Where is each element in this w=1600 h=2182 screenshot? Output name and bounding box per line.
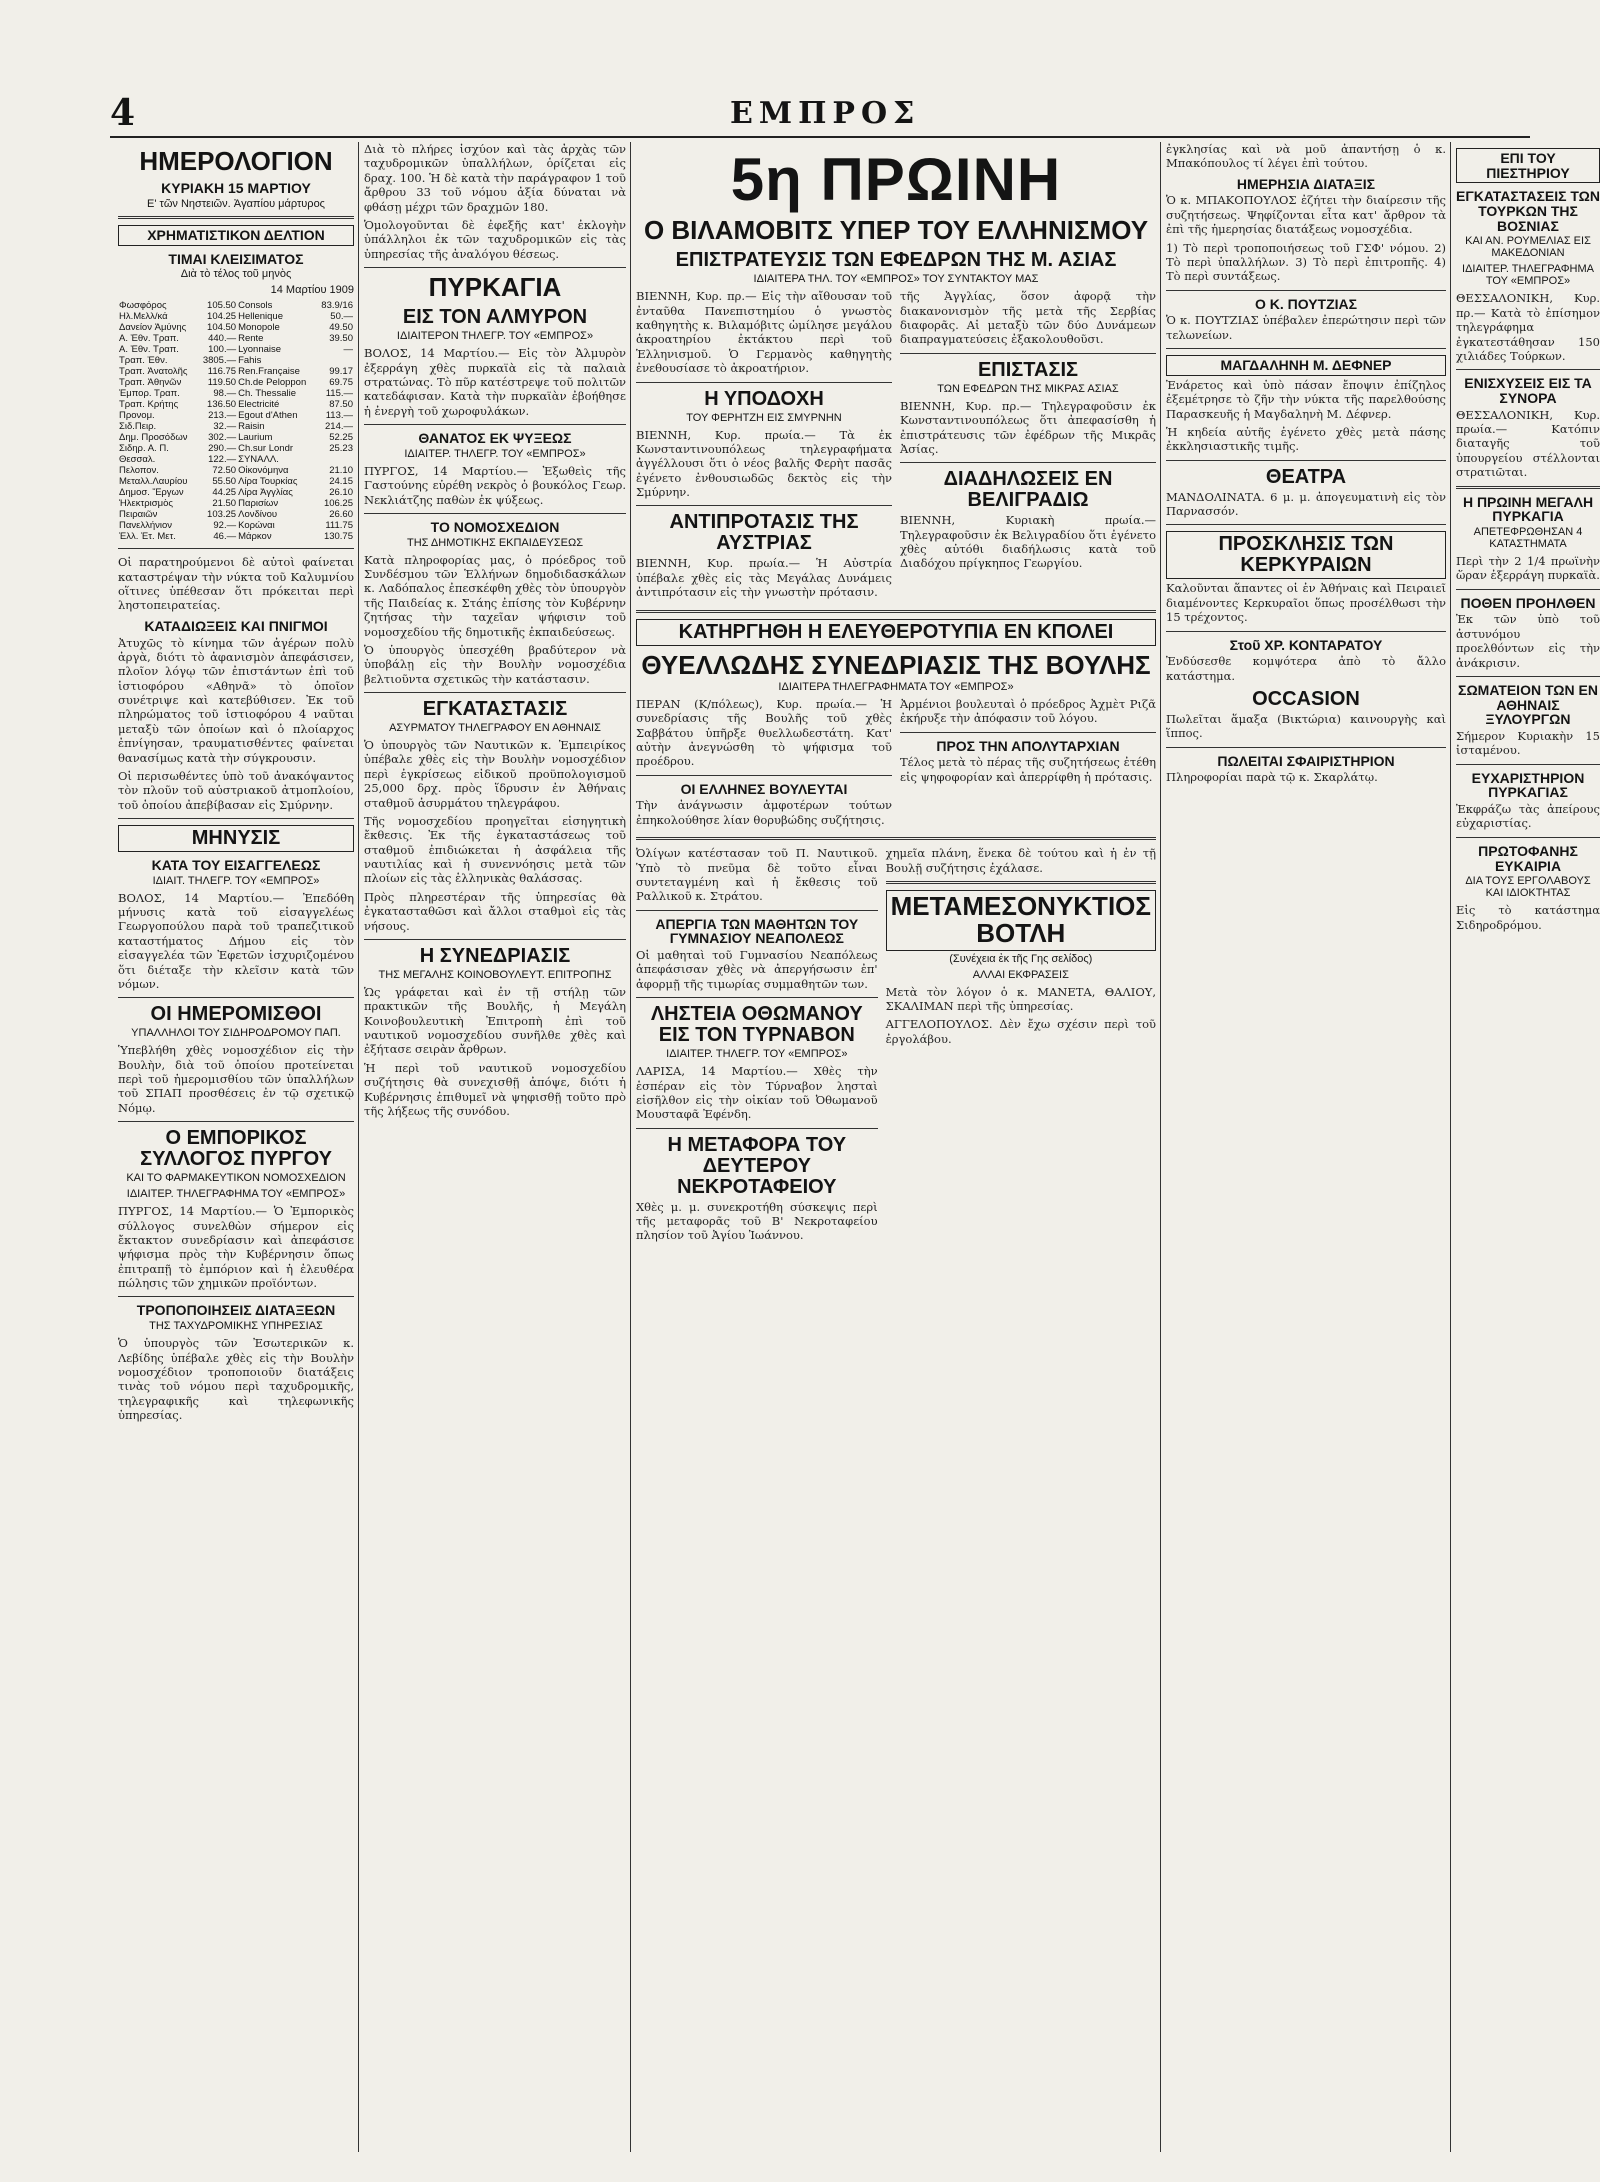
egkatastasis-sub: ΑΣΥΡΜΑΤΟΥ ΤΗΛΕΓΡΑΦΟΥ ΕΝ ΑΘΗΝΑΙΣ [389, 722, 601, 735]
market-cell: Κορώναι [238, 520, 275, 532]
pros-apolytarxian-heading: ΠΡΟΣ ΤΗΝ ΑΠΟΛΥΤΑΡΧΙΑΝ [936, 737, 1120, 754]
market-cell: Δημ. Προσόδων [119, 432, 188, 444]
market-cell: 50.— [330, 311, 353, 323]
minysis-heading-2: ΚΑΤΑ ΤΟΥ ΕΙΣΑΓΓΕΛΕΩΣ [151, 857, 321, 874]
market-cell: 105.50 [207, 300, 237, 312]
banner-heading: 5η ΠΡΩΙΝΗ [730, 146, 1062, 213]
metamesonyktios-sub: (Συνέχεια ἐκ τῆς Γης σελίδος) [949, 952, 1093, 965]
market-row [118, 487, 354, 498]
market-row [118, 322, 354, 333]
ypodoxi-heading: Η ΥΠΟΔΟΧΗ [704, 387, 824, 410]
market-table [118, 300, 354, 542]
market-cell: Egout d'Athen [238, 410, 298, 422]
market-cell: 24.15 [329, 476, 353, 488]
market-cell: 130.75 [323, 531, 353, 543]
market-cell: 26.10 [329, 487, 353, 499]
diadiloseis-heading: ΔΙΑΔΗΛΩΣΕΙΣ ΕΝ ΒΕΛΙΓΡΑΔΙΩ [943, 468, 1113, 512]
calendar-heading: ΗΜΕΡΟΛΟΓΙΟΝ [139, 146, 333, 176]
market-cell: Σιδηρ. Α. Π. [119, 443, 169, 455]
nomosxedion-heading: ΤΟ ΝΟΜΟΣΧΕΔΙΟΝ [430, 518, 560, 535]
market-cell: Σιδ.Πειρ. [119, 421, 157, 433]
market-cell: Ἠλεκτρισμὸς [119, 498, 173, 510]
market-cell: 21.50 [212, 498, 237, 510]
column-rule [1160, 142, 1161, 2152]
market-cell: 32.— [213, 421, 237, 433]
pyrkagia-heading: ΠΥΡΚΑΓΙΑ [428, 272, 562, 302]
market-cell: Ηλ.Μελλ/κά [119, 311, 168, 323]
tropopoiiseis-sub: ΤΗΣ ΤΑΧΥΔΡΟΜΙΚΗΣ ΥΠΗΡΕΣΙΑΣ [149, 1320, 323, 1333]
market-cell: Τραπ. Ἐθν. [119, 355, 168, 367]
egkatastaseis-heading: ΕΓΚΑΤΑΣΤΑΣΕΙΣ ΤΩΝ ΤΟΥΡΚΩΝ ΤΗΣ ΒΟΣΝΙΑΣ [1456, 188, 1600, 234]
synedriasis-sub: ΤΗΣ ΜΕΓΑΛΗΣ ΚΟΙΝΟΒΟΥΛΕΥΤ. ΕΠΙΤΡΟΠΗΣ [378, 968, 612, 981]
market-cell: 290.— [208, 443, 237, 455]
market-row [118, 432, 354, 443]
market-row [118, 399, 354, 410]
market-cell: 440.— [208, 333, 237, 345]
egkatastaseis-sub: ΚΑΙ ΑΝ. ΡΟΥΜΕΛΙΑΣ ΕΙΣ ΜΑΚΕΔΟΝΙΑΝ [1465, 235, 1591, 260]
market-row [118, 300, 354, 311]
market-cell: 98.— [213, 388, 237, 400]
market-cell: 113.— [325, 410, 353, 422]
enisxyseis-heading: ΕΝΙΣΧΥΣΕΙΣ ΕΙΣ ΤΑ ΣΥΝΟΡΑ [1464, 375, 1592, 406]
market-cell: Lyonnaise [238, 344, 282, 356]
minysis-heading: ΜΗΝΥΣΙΣ [118, 825, 354, 852]
market-row [118, 443, 354, 454]
market-cell: — [343, 344, 353, 356]
column-rule [358, 142, 359, 2152]
calendar-date: ΚΥΡΙΑΚΗ 15 ΜΑΡΤΙΟΥ [161, 180, 311, 197]
market-cell: Θεσσαλ. [119, 454, 156, 466]
epistrateuseis-sub: ΙΔΙΑΙΤΕΡΑ ΤΗΛ. ΤΟΥ «ΕΜΠΡΟΣ» ΤΟΥ ΣΥΝΤΑΚΤΟΥ ΜΑΣ [753, 273, 1039, 286]
market-cell: Δημοσ. Ἔργων [119, 487, 184, 499]
market-cell: 116.75 [207, 366, 237, 378]
market-cell: Ch.de Peloppon [238, 377, 307, 389]
market-cell: Δανείον Ἀμύνης [119, 322, 187, 334]
egkatastaseis-sub-2: ΙΔΙΑΙΤΕΡ. ΤΗΛΕΓΡΑΦΗΜΑ ΤΟΥ «ΕΜΠΡΟΣ» [1462, 263, 1594, 288]
market-cell: 92.— [213, 520, 237, 532]
market-cell: Ren.Française [238, 366, 300, 378]
market-cell: 72.50 [212, 465, 237, 477]
market-cell: Λονδίνου [238, 509, 278, 521]
market-cell: Πανελλήνιον [119, 520, 173, 532]
market-cell [316, 355, 354, 366]
market-cell: Laurium [238, 432, 273, 444]
market-date: 14 Μαρτίου 1909 [270, 284, 354, 297]
market-cell: 119.50 [207, 377, 237, 389]
market-row [118, 498, 354, 509]
market-cell: Ἑλλ. Ἐτ. Μετ. [119, 531, 176, 543]
newspaper-title: ΕΜΠΡΟΣ [730, 96, 921, 131]
page-number: 4 [110, 92, 136, 134]
ypodoxi-sub: ΤΟΥ ΦΕΡΗΤΖΗ ΕΙΣ ΣΜΥΡΝΗΝ [686, 411, 842, 424]
market-cell: Μεταλλ.Λαυρίου [119, 476, 188, 488]
market-cell: Raisin [238, 421, 265, 433]
market-cell: 214.— [325, 421, 353, 433]
vilamovitz-heading: Ο ΒΙΛΑΜΟΒΙΤΣ ΥΠΕΡ ΤΟΥ ΕΛΛΗΝΙΣΜΟΥ [643, 215, 1149, 245]
market-row [118, 366, 354, 377]
market-row [118, 311, 354, 322]
market-cell: Πειραιῶν [119, 509, 158, 521]
market-cell [316, 454, 354, 465]
minysis-sub: ΙΔΙΑΙΤ. ΤΗΛΕΓΡ. ΤΟΥ «ΕΜΠΡΟΣ» [152, 874, 320, 887]
market-cell: 83.9/16 [321, 300, 353, 312]
theatra-heading: ΘΕΑΤΡΑ [1265, 465, 1347, 488]
market-cell: Μάρκον [238, 531, 272, 543]
egkatastasis-heading: ΕΓΚΑΤΑΣΤΑΣΙΣ [422, 698, 568, 721]
market-heading: ΧΡΗΜΑΤΙΣΤΙΚΟΝ ΔΕΛΤΙΟΝ [118, 225, 354, 246]
pothen-heading: ΠΟΘΕΝ ΠΡΟΗΛΘΕΝ [1460, 594, 1596, 611]
market-cell: 122.— [208, 454, 237, 466]
piestiriou-heading: ΕΠΙ ΤΟΥ ΠΙΕΣΤΗΡΙΟΥ [1456, 148, 1600, 183]
market-cell: Προνομ. [119, 410, 155, 422]
thyellodis-sub: ΙΔΙΑΙΤΕΡΑ ΤΗΛΕΓΡΑΦΗΜΑΤΑ ΤΟΥ «ΕΜΠΡΟΣ» [778, 680, 1014, 693]
market-cell: 103.25 [207, 509, 237, 521]
market-cell: 49.50 [329, 322, 353, 334]
protini-heading: Η ΠΡΩΙΝΗ ΜΕΓΑΛΗ ΠΥΡΚΑΓΙΑ [1462, 493, 1594, 525]
pyrkagia-heading-2: ΕΙΣ ΤΟΝ ΑΛΜΥΡΟΝ [402, 306, 588, 329]
column-3: 5η ΠΡΩΙΝΗ Ο ΒΙΛΑΜΟΒΙΤΣ ΥΠΕΡ ΤΟΥ ΕΛΛΗΝΙΣΜΟΥ ΕΠΙΣΤΡΑΤΕΥΣΙΣ ΤΩΝ ΕΦΕΔΡΩΝ ΤΗΣ Μ. ΑΣΙΑΣ ΙΔΙΑΙΤΕΡΑ ΤΗΛ. ΤΟΥ «ΕΜΠΡΟΣ» ΤΟΥ ΣΥΝΤΑΚΤΟΥ ΜΑΣ ΒΙΕΝΝΗ, Κυρ. πρ.— Εἰς τὴν αἴθουσαν τοῦ ἐνταῦθα Πανεπιστημίου ὁ γνωστὸς καθηγητὴς κ. Βιλαμόβιτς ὡμίλησε μεγάλου ἀκροατηρίου ἐκτάκτου περὶ τοῦ Ἑλληνισμοῦ. Ὁ Γερμανὸς καθηγητὴς ἐνεθουσίασε τὸ ἀκροατήριον. Η ΥΠΟΔΟΧΗ ΤΟΥ ΦΕΡΗΤΖΗ ΕΙΣ ΣΜΥΡΝΗΝ ΒΙΕΝΝΗ, Κυρ. πρωία.— Τὰ ἐκ Κωνσταντινουπόλεως τηλεγραφήματα ἀγγέλλουσι ὅτι ὁ νέος βαλῆς Φερὴτ πασᾶς ἐγένετο ἐνθουσιωδῶς δεκτὸς εἰς τὴν Σμύρνην. ΑΝΤΙΠΡΟΤΑΣΙΣ ΤΗΣ ΑΥΣΤΡΙΑΣ ΒΙΕΝΝΗ, Κυρ. πρωία.— Ἡ Αὐστρία ὑπέβαλε χθὲς εἰς τὰς Μεγάλας Δυνάμεις ἀντιπρότασιν εἰς τὴν γνωστὴν πρότασιν. τῆς Ἀγγλίας, ὅσον ἀφορᾷ τὴν διακανονισμὸν τῆς μετὰ τῆς Σερβίας διαφορᾶς. Αἱ μεταξὺ τῶν δύο Δυνάμεων διαπραγματεύσεις ἐξακολουθοῦσι. ΕΠΙΣΤΑΣΙΣ ΤΩΝ ΕΦΕΔΡΩΝ ΤΗΣ ΜΙΚΡΑΣ ΑΣΙΑΣ ΒΙΕΝΝΗ, Κυρ. πρ.— Τηλεγραφοῦσιν ἐκ Κωνσταντινουπόλεως ὅτι ἀπεφασίσθη ἡ ἐπιστράτευσις τῶν ἐφέδρων τῆς Μικρᾶς Ἀσίας. ΔΙΑΔΗΛΩΣΕΙΣ ΕΝ ΒΕΛΙΓΡΑΔΙΩ ΒΙΕΝΝΗ, Κυριακὴ πρωία.— Τηλεγραφοῦσιν ἐκ Βελιγραδίου ὅτι ἐγένετο χθὲς αὐτόθι διαδήλωσις κατὰ τοῦ Διαδόχου πρίγκηπος Γεωργίου. ΚΑΤΗΡΓΗΘΗ Η ΕΛΕΥΘΕΡΟΤΥΠΙΑ ΕΝ ΚΠΟΛΕΙ ΘΥΕΛΛΩΔΗΣ ΣΥΝΕΔΡΙΑΣΙΣ ΤΗΣ ΒΟΥΛΗΣ ΙΔΙΑΙΤΕΡΑ ΤΗΛΕΓΡΑΦΗΜΑΤΑ ΤΟΥ «ΕΜΠΡΟΣ» ΠΕΡΑΝ (Κ/πόλεως), Κυρ. πρωία.— Ἡ συνεδρίασις τῆς Βουλῆς τοῦ χθὲς Σαββάτου ὑπῆρξε θυελλωδεστάτη. Κατ' αὐτὴν ἀνεγνώσθη τὸ ψήφισμα τοῦ προέδρου. ΟΙ ΕΛΛΗΝΕΣ ΒΟΥΛΕΥΤΑΙ Τὴν ἀνάγνωσιν ἀμφοτέρων τούτων ἐπηκολούθησε λίαν θορυβώδης συζήτησις. Ἀρμένιοι βουλευταὶ ὁ πρόεδρος Ἀχμὲτ Ριζᾶ ἐκήρυξε τὴν ἀπόφασιν τοῦ λόγου. ΠΡΟΣ ΤΗΝ ΑΠΟΛΥΤΑΡΧΙΑΝ Τέλος μετὰ τὸ πέρας τῆς συζητήσεως ἐτέθη εἰς ψηφοφορίαν καὶ ἀπερρίφθη ἡ πρότασις. Ὀλίγων κατέστασαν τοῦ Π. Ναυτικοῦ. Ὑπὸ τὸ πνεῦμα δὲ τοῦτο εἶναι συντεταγμένη καὶ ἡ ἔκθεσις τοῦ Ραλλικοῦ κ. Στράτου. ΑΠΕΡΓΙΑ ΤΩΝ ΜΑΘΗΤΩΝ ΤΟΥ ΓΥΜΝΑΣΙΟΥ ΝΕΑΠΟΛΕΩΣ Οἱ μαθηταὶ τοῦ Γυμνασίου Νεαπόλεως ἀπεφάσισαν χθὲς νὰ ἀπεργήσωσιν ἐπ' ἀφορμῇ τῆς τιμωρίας συμμαθητῶν των. ΛΗΣΤΕΙΑ ΟΘΩΜΑΝΟΥ ΕΙΣ ΤΟΝ ΤΥΡΝΑΒΟΝ ΙΔΙΑΙΤΕΡ. ΤΗΛΕΓΡ. ΤΟΥ «ΕΜΠΡΟΣ» ΛΑΡΙΣΑ, 14 Μαρτίου.— Χθὲς τὴν ἑσπέραν εἰς τὸν Τύρναβον λησταὶ εἰσῆλθον εἰς τὴν οἰκίαν τοῦ Ὀθωμανοῦ Μουσταφᾶ Ἐφένδη. Η ΜΕΤΑΦΟΡΑ ΤΟΥ ΔΕΥΤΕΡΟΥ ΝΕΚΡΟΤΑΦΕΙΟΥ Χθὲς μ. μ. συνεκροτήθη σύσκεψις περὶ τῆς μεταφορᾶς τοῦ Β' Νεκροταφείου πλησίον τοῦ Ἀγίου Ἰωάννου. χημεῖα πλάνη, ἕνεκα δὲ τούτου καὶ ἡ ἐν τῇ Βουλῇ συζήτησις ἐχάλασε. ΜΕΤΑΜΕΣΟΝΥΚΤΙΟΣ ΒΟΤΛΗ (Συνέχεια ἐκ τῆς Γης σελίδος) ΑΛΛΑΙ ΕΚΦΡΑΣΕΙΣ Μετὰ τὸν λόγον ὁ κ. ΜΑΝΕΤΑ, ΘΑΛΙΟΥ, ΣΚΑΛΙΜΑΝ περὶ τῆς ὑπηρεσίας. ΑΓΓΕΛΟΠΟΥΛΟΣ. Δὲν ἔχω σχέσιν περὶ τοῦ ἐργολάβου. [636, 146, 1156, 1243]
metamesonyktios-heading: ΜΕΤΑΜΕΣΟΝΥΚΤΙΟΣ ΒΟΤΛΗ [886, 890, 1156, 951]
apergia-heading: ΑΠΕΡΓΙΑ ΤΩΝ ΜΑΘΗΤΩΝ ΤΟΥ ΓΥΜΝΑΣΙΟΥ ΝΕΑΠΟΛΕΩΣ [655, 915, 859, 947]
market-cell: Οἰκονόμηνα [238, 465, 289, 477]
market-cell: Electricité [238, 399, 280, 411]
market-cell: 52.25 [329, 432, 353, 444]
market-cell: 100.— [208, 344, 237, 356]
market-cell: 87.50 [329, 399, 353, 411]
market-cell: 213.— [208, 410, 237, 422]
epistrateuseis-heading: ΕΠΙΣΤΡΑΤΕΥΣΙΣ ΤΩΝ ΕΦΕΔΡΩΝ ΤΗΣ Μ. ΑΣΙΑΣ [675, 249, 1117, 272]
market-cell: Α. Ἐθν. Τραπ. [119, 333, 179, 345]
katargithi-heading: ΚΑΤΗΡΓΗΘΗ Η ΕΛΕΥΘΕΡΟΤΥΠΙΑ ΕΝ ΚΠΟΛΕΙ [636, 619, 1156, 646]
listeia-sub: ΙΔΙΑΙΤΕΡ. ΤΗΛΕΓΡ. ΤΟΥ «ΕΜΠΡΟΣ» [666, 1048, 848, 1061]
market-row [118, 465, 354, 476]
metamesonyktios-sub-2: ΑΛΛΑΙ ΕΚΦΡΑΣΕΙΣ [972, 968, 1069, 981]
syllogos-heading: Ο ΕΜΠΟΡΙΚΟΣ ΣΥΛΛΟΓΟΣ ΠΥΡΓΟΥ [140, 1127, 332, 1171]
column-2: Διὰ τὸ πλήρες ἰσχύον καὶ τὰς ἀρχὰς τῶν ταχυδρομικῶν ὑπαλλήλων, ὁρίζεται εἰς δραχ. 100. Ἡ δὲ κατὰ τὴν παράγραφον 1 τοῦ ἄρθρου 33 τοῦ νόμου ἀξία δύναται νὰ φθάσῃ μέχρι τῶν δραχμῶν 180. Ὁμολογοῦνται δὲ ἐφεξῆς κατ' ἐκλογὴν ὑπάλληλοι ἐκ τῶν ταχυδρομικῶν εἰς τὰς ὑπηρεσίας τῆς ἀναλόγου θέσεως. ΠΥΡΚΑΓΙΑ ΕΙΣ ΤΟΝ ΑΛΜΥΡΟΝ ΙΔΙΑΙΤΕΡΟΝ ΤΗΛΕΓΡ. ΤΟΥ «ΕΜΠΡΟΣ» ΒΟΛΟΣ, 14 Μαρτίου.— Εἰς τὸν Ἀλμυρὸν ἐξερράγη χθὲς πυρκαϊὰ εἰς τὰ παλαιὰ στρατώνας. Τὸ πῦρ κατέστρεψε τοῦ πολιτῶν κατεδάφισαν. Κατὰ τὴν πυρκαϊὰν ἐβοήθησε ἡ ἐνεργὴ τοῦ χωροφυλάκων. ΘΑΝΑΤΟΣ ΕΚ ΨΥΞΕΩΣ ΙΔΙΑΙΤΕΡ. ΤΗΛΕΓΡ. ΤΟΥ «ΕΜΠΡΟΣ» ΠΥΡΓΟΣ, 14 Μαρτίου.— Ἐξωθεὶς τῆς Γαστούνης εὑρέθη νεκρὸς ὁ βουκόλος Γεωρ. Νεκλιάτζης παθὼν ἐκ ψύξεως. ΤΟ ΝΟΜΟΣΧΕΔΙΟΝ ΤΗΣ ΔΗΜΟΤΙΚΗΣ ΕΚΠΑΙΔΕΥΣΕΩΣ Κατὰ πληροφορίας μας, ὁ πρόεδρος τοῦ Συνδέσμου τῶν Ἑλλήνων δημοδιδασκάλων κ. Λαδόπαλος ἐπεσκέφθη χθὲς τὸν ὑπουργὸν τῆς Παιδείας κ. Στάης ἐπίσης τὸν Κυβέρνην ζητήσας τὴν ταχεῖαν ψήφισιν τοῦ νομοσχεδίου τῆς δημοτικῆς ἐκπαιδεύσεως. Ὁ ὑπουργὸς ὑπεσχέθη βραδύτερον νὰ ὑποβάλῃ εἰς τὴν Βουλὴν νομοσχέδια βελτιοῦντα σχετικῶς τὴν κατάστασιν. ΕΓΚΑΤΑΣΤΑΣΙΣ ΑΣΥΡΜΑΤΟΥ ΤΗΛΕΓΡΑΦΟΥ ΕΝ ΑΘΗΝΑΙΣ Ὁ ὑπουργὸς τῶν Ναυτικῶν κ. Ἐμπειρίκος ὑπέβαλε χθὲς εἰς τὴν Βουλὴν νομοσχέδιον περὶ ἐγκρίσεως εἰδικοῦ προϋπολογισμοῦ 25,000 δρχ. πρὸς ἵδρυσιν ἐν Ἀθήναις σταθμοῦ ἀσυρμάτου τηλεγράφου. Τῆς νομοσχεδίου προηγεῖται εἰσηγητικὴ ἔκθεσις. Ἐκ τῆς ἐγκαταστάσεως τοῦ σταθμοῦ ἐπιδιώκεται ἡ ἀσφάλεια τῆς ναυτιλίας καὶ ἡ συνεννόησις μετὰ τῶν πλοίων εἰς τὰς ἑλληνικὰς θαλάσσας. Πρὸς πληρεστέραν τῆς ὑπηρεσίας θὰ ἐγκατασταθῶσι καὶ ἄλλοι σταθμοὶ εἰς τὰς νήσους. Η ΣΥΝΕΔΡΙΑΣΙΣ ΤΗΣ ΜΕΓΑΛΗΣ ΚΟΙΝΟΒΟΥΛΕΥΤ. ΕΠΙΤΡΟΠΗΣ Ὡς γράφεται καὶ ἐν τῇ στήλῃ τῶν πρακτικῶν τῆς Βουλῆς, ἡ Μεγάλη Κοινοβουλευτικὴ Ἐπιτροπὴ ἐπὶ τοῦ ναυτικοῦ νομοσχεδίου συνῆλθε χθὲς καὶ ἐξήτασε σειρὰν ἄρθρων. Ἡ περὶ τοῦ ναυτικοῦ νομοσχεδίου συζήτησις θὰ συνεχισθῇ ἀπόψε, διότι ἡ Κυβέρνησις ἐπιθυμεῖ νὰ ψηφισθῇ τοῦτο πρὸ τῆς λήξεως τῆς συνόδου. [364, 142, 626, 1118]
synedriasis-heading: Η ΣΥΝΕΔΡΙΑΣΙΣ [419, 944, 571, 967]
metafora-heading: Η ΜΕΤΑΦΟΡΑ ΤΟΥ ΔΕΥΤΕΡΟΥ ΝΕΚΡΟΤΑΦΕΙΟΥ [667, 1133, 847, 1198]
market-cell: 136.50 [207, 399, 237, 411]
listeia-heading: ΛΗΣΤΕΙΑ ΟΘΩΜΑΝΟΥ ΕΙΣ ΤΟΝ ΤΥΡΝΑΒΟΝ [650, 1003, 863, 1047]
market-row [118, 410, 354, 421]
imerisia-heading: ΗΜΕΡΗΣΙΑ ΔΙΑΤΑΞΙΣ [1236, 175, 1376, 192]
somateion-heading: ΣΩΜΑΤΕΙΟΝ ΤΩΝ ΕΝ ΑΘΗΝΑΙΣ ΞΥΛΟΥΡΓΩΝ [1458, 681, 1598, 728]
syllogos-sub: ΚΑΙ ΤΟ ΦΑΡΜΑΚΕΥΤΙΚΟΝ ΝΟΜΟΣΧΕΔΙΟΝ [126, 1172, 346, 1185]
market-cell: 25.23 [329, 443, 353, 455]
market-row [118, 344, 354, 355]
market-row [118, 531, 354, 542]
masthead [110, 92, 1530, 138]
market-cell: Ἐμπορ. Τραπ. [119, 388, 180, 400]
epistasis-sub: ΤΩΝ ΕΦΕΔΡΩΝ ΤΗΣ ΜΙΚΡΑΣ ΑΣΙΑΣ [937, 382, 1119, 395]
imeromisthoi-sub: ΥΠΑΛΛΗΛΟΙ ΤΟΥ ΣΙΔΗΡΟΔΡΟΜΟΥ ΠΑΠ. [131, 1027, 341, 1040]
column-4: ἐγκλησίας καὶ νὰ μοῦ ἀπαντήσῃ ὁ κ. Μπακόπουλος τί λέγει ἐπὶ τούτου. ΗΜΕΡΗΣΙΑ ΔΙΑΤΑΞΙΣ Ὁ κ. ΜΠΑΚΟΠΟΥΛΟΣ ἐζήτει τὴν διαίρεσιν τῆς συζητήσεως. Ψηφίζονται εἶτα κατ' ἄρθρον τὰ ἐπὶ τῆς ἡμερησίας διατάξεως νομοσχέδια. 1) Τὸ περὶ τροποποιήσεως τοῦ ΓΣΦ' νόμου. 2) Τὸ περὶ ὑπαλλήλων. 3) Τὸ περὶ ἐπιτροπῆς. 4) Τὸ περὶ συντάξεως. Ο Κ. ΠΟΥΤΖΙΑΣ Ὁ κ. ΠΟΥΤΖΙΑΣ ὑπέβαλεν ἐπερώτησιν περὶ τῶν τελωνείων. ΜΑΓΔΑΛΗΝΗ Μ. ΔΕΦΝΕΡ Ἐνάρετος καὶ ὑπὸ πάσαν ἔποψιν ἐπίζηλος ἐξεμέτρησε τὸ ζῆν τὴν νύκτα τῆς παρελθούσης Παρασκευῆς ἡ Μαγδαληνὴ Μ. Δέφνερ. Ἡ κηδεία αὐτῆς ἐγένετο χθὲς μετὰ πάσης ἐκκλησιαστικῆς τιμῆς. ΘΕΑΤΡΑ ΜΑΝΔΟΛΙΝΑΤΑ. 6 μ. μ. ἀπογευματινὴ εἰς τὸν Παρνασσόν. ΠΡΟΣΚΛΗΣΙΣ ΤΩΝ ΚΕΡΚΥΡΑΙΩΝ Καλοῦνται ἅπαντες οἱ ἐν Ἀθήναις καὶ Πειραιεῖ διαμένοντες Κερκυραῖοι ὅπως προσέλθωσι τὴν 15 τρέχοντος. Στοῦ ΧΡ. ΚΟΝΤΑΡΑΤΟΥ Ἐνδύσεσθε κομψότερα ἀπὸ τὸ ἄλλο κατάστημα. OCCASION Πωλεῖται ἅμαξα (Βικτώρια) καινουργὴς καὶ ἵππος. ΠΩΛΕΙΤΑΙ ΣΦΑΙΡΙΣΤΗΡΙΟΝ Πληροφορίαι παρὰ τῷ κ. Σκαρλάτῳ. [1166, 142, 1446, 785]
market-row [118, 377, 354, 388]
calendar-saint: Ε' τῶν Νηστειῶν. Ἀγαπίου μάρτυρος [147, 197, 325, 210]
occasion-heading: OCCASION [1252, 688, 1360, 710]
market-cell: 44.25 [212, 487, 237, 499]
market-cell: Monopole [238, 322, 280, 334]
efxaristirion-heading: ΕΥΧΑΡΙΣΤΗΡΙΟΝ ΠΥΡΚΑΓΙΑΣ [1471, 769, 1585, 801]
column-1: ΗΜΕΡΟΛΟΓΙΟΝ ΚΥΡΙΑΚΗ 15 ΜΑΡΤΙΟΥ Ε' τῶν Νηστειῶν. Ἀγαπίου μάρτυρος ΧΡΗΜΑΤΙΣΤΙΚΟΝ ΔΕΛΤΙΟΝ ΤΙΜΑΙ ΚΛΕΙΣΙΜΑΤΟΣ Διὰ τὸ τέλος τοῦ μηνὸς 14 Μαρτίου 1909 Φωσφόρος 105.50 Consols 83.9/16 Ηλ.Μελλ/κά 104.25 Hellenique 50.— Δανείον Ἀμύνης 104.50 Monopole 49.50 Α. Ἐθν. Τραπ. 440.— Rente 39.50 Α. Ἐθν. Τραπ. 100.— Lyonnaise — Τραπ. Ἐθν. 3805.— Fahis Τραπ. Ἀνατολῆς 116.75 Ren.Française 99.17 Τραπ. Ἀθηνῶν 119.50 Ch.de Peloppon 69.75 Ἐμπορ. Τραπ. 98.— Ch. Thessalie 115.— Τραπ. Κρήτης 136.50 Electricité 87.50 Προνομ. 213.— Egout d'Athen 113.— Σιδ.Πειρ. 32.— Raisin 214.— Δημ. Προσόδων 302.— Laurium 52.25 Σιδηρ. Α. Π. 290.— Ch.sur Londr 25.23 Θεσσαλ. 122.— ΣΥΝΑΛΛ. Πελοπον. 72.50 Οἰκονόμηνα 21.10 Μεταλλ.Λαυρίου 55.50 Λίρα Τουρκίας 24.15 Δημοσ. Ἔργων 44.25 Λίρα Ἀγγλίας 26.10 Ἠλεκτρισμὸς 21.50 Παρισίων 106.25 Πειραιῶν 103.25 Λονδίνου 26.60 Πανελλήνιον 92.— Κορώναι 111.75 Ἑλλ. Ἐτ. Μετ. 46.— Μάρκον 130.75 Οἱ παρατηρούμενοι δὲ αὐτοὶ φαίνεται καταστρέψαν τὴν νύκτα τοῦ Καλυμνίου οἵτινες ὑπέθεσαν ὅτι πρόκειται περὶ ληστοπειρατείας. ΚΑΤΑΔΙΩΞΕΙΣ ΚΑΙ ΠΝΙΓΜΟΙ Ἀτυχῶς τὸ κίνημα τῶν ἀγέρων πολὺ ἀργὰ, διότι τὸ ἀφανισμὸν ἀπεφάσισεν, πλοῖον λόγῳ τῶν ἐπιστάντων ἐπὶ τοῦ ἱστιοφόρου «Αθηνᾶ» τὸ ὁποῖον συνέτριψε καὶ κατεβύθισεν. Ἐκ τοῦ πληρώματος τοῦ ἱστιοφόρου 4 ναῦται μεταξὺ τῶν ὁποίων καὶ ὁ πλοίαρχος ἐπνίγησαν, τραυματισθέντες φαίνεται θανασίμως κατὰ τὴν σύγκρουσιν. Οἱ περισωθέντες ὑπὸ τοῦ ἀνακόψαντος τὸν πλοῦν τοῦ αὐστριακοῦ ἀτμοπλοίου, τοῦ ὁποίου ἀπεβίβασαν εἰς Σμύρνην. ΜΗΝΥΣΙΣ ΚΑΤΑ ΤΟΥ ΕΙΣΑΓΓΕΛΕΩΣ ΙΔΙΑΙΤ. ΤΗΛΕΓΡ. ΤΟΥ «ΕΜΠΡΟΣ» ΒΟΛΟΣ, 14 Μαρτίου.— Ἐπεδόθη μήνυσις κατὰ τοῦ εἰσαγγελέως Γεωργοπούλου παρὰ τοῦ τραπεζιτικοῦ καταστήματος Δήμου εἰς τὸν εἰσαγγελέα τῶν Ἐφετῶν ἰσχυριζομένου ὅτι διέταξε τὴν κλεῖσιν κατὰ τῶν νόμων. ΟΙ ΗΜΕΡΟΜΙΣΘΟΙ ΥΠΑΛΛΗΛΟΙ ΤΟΥ ΣΙΔΗΡΟΔΡΟΜΟΥ ΠΑΠ. Ὑπεβλήθη χθὲς νομοσχέδιον εἰς τὴν Βουλὴν, διὰ τοῦ ὁποίου προτείνεται περὶ τοῦ ἡμερομισθίου τῶν ὑπαλλήλων τοῦ ΣΠΑΠ προσθέσεις ἐν τῷ σχετικῷ Νόμῳ. Ο ΕΜΠΟΡΙΚΟΣ ΣΥΛΛΟΓΟΣ ΠΥΡΓΟΥ ΚΑΙ ΤΟ ΦΑΡΜΑΚΕΥΤΙΚΟΝ ΝΟΜΟΣΧΕΔΙΟΝ ΙΔΙΑΙΤΕΡ. ΤΗΛΕΓΡΑΦΗΜΑ ΤΟΥ «ΕΜΠΡΟΣ» ΠΥΡΓΟΣ, 14 Μαρτίου.— Ὁ Ἐμπορικὸς σύλλογος συνελθὼν σήμερον εἰς ἔκτακτον συνεδρίασιν καὶ ἀπεφάσισε ψήφισμα πρὸς τὴν Κυβέρνησιν ὅπως ἐπιτραπῇ τὸ ἐμπόριον καὶ ἡ ἐλευθέρα πώλησις τῶν χημικῶν προϊόντων. ΤΡΟΠΟΠΟΙΗΣΕΙΣ ΔΙΑΤΑΞΕΩΝ ΤΗΣ ΤΑΧΥΔΡΟΜΙΚΗΣ ΥΠΗΡΕΣΙΑΣ Ὁ ὑπουργὸς τῶν Ἐσωτερικῶν κ. Λεβίδης ὑπέβαλε χθὲς εἰς τὴν Βουλὴν νομοσχέδιον τροποποιοῦν διατάξεις τινὰς τοῦ νόμου περὶ ταχυδρομικῆς, τηλεγραφικῆς καὶ τηλεφωνικῆς ὑπηρεσίας. [118, 146, 354, 1423]
thyellodis-heading: ΘΥΕΛΛΩΔΗΣ ΣΥΝΕΔΡΙΑΣΙΣ ΤΗΣ ΒΟΥΛΗΣ [641, 649, 1151, 680]
market-cell: Τραπ. Ἀθηνῶν [119, 377, 182, 389]
market-cell: Πελοπον. [119, 465, 159, 477]
thanatos-heading: ΘΑΝΑΤΟΣ ΕΚ ΨΥΞΕΩΣ [418, 430, 572, 447]
market-cell: Consols [238, 300, 273, 312]
market-cell: Λίρα Ἀγγλίας [238, 487, 293, 499]
kontaratou-heading: Στοῦ ΧΡ. ΚΟΝΤΑΡΑΤΟΥ [1229, 636, 1383, 653]
market-cell: Fahis [238, 355, 262, 367]
market-row [118, 388, 354, 399]
market-subheading: ΤΙΜΑΙ ΚΛΕΙΣΙΜΑΤΟΣ [168, 250, 304, 267]
nomosxedion-sub: ΤΗΣ ΔΗΜΟΤΙΚΗΣ ΕΚΠΑΙΔΕΥΣΕΩΣ [406, 536, 584, 549]
market-row [118, 355, 354, 366]
market-cell: 104.25 [207, 311, 237, 323]
column-5: ΕΠΙ ΤΟΥ ΠΙΕΣΤΗΡΙΟΥ ΕΓΚΑΤΑΣΤΑΣΕΙΣ ΤΩΝ ΤΟΥΡΚΩΝ ΤΗΣ ΒΟΣΝΙΑΣ ΚΑΙ ΑΝ. ΡΟΥΜΕΛΙΑΣ ΕΙΣ ΜΑΚΕΔΟΝΙΑΝ ΙΔΙΑΙΤΕΡ. ΤΗΛΕΓΡΑΦΗΜΑ ΤΟΥ «ΕΜΠΡΟΣ» ΘΕΣΣΑΛΟΝΙΚΗ, Κυρ. πρ.— Κατὰ τὸ ἐπίσημον τηλεγράφημα ἐγκατεστάθησαν 150 χιλιάδες Τούρκων. ΕΝΙΣΧΥΣΕΙΣ ΕΙΣ ΤΑ ΣΥΝΟΡΑ ΘΕΣΣΑΛΟΝΙΚΗ, Κυρ. πρωία.— Κατόπιν διαταγῆς τοῦ ὑπουργείου στέλλονται στρατιῶται. Η ΠΡΩΙΝΗ ΜΕΓΑΛΗ ΠΥΡΚΑΓΙΑ ΑΠΕΤΕΦΡΩΘΗΣΑΝ 4 ΚΑΤΑΣΤΗΜΑΤΑ Περὶ τὴν 2 1/4 πρωϊνὴν ὥραν ἐξερράγη πυρκαϊὰ. ΠΟΘΕΝ ΠΡΟΗΛΘΕΝ Ἐκ τῶν ὑπὸ τοῦ ἀστυνόμου προελθόντων εἰς τὴν ἀνάκρισιν. ΣΩΜΑΤΕΙΟΝ ΤΩΝ ΕΝ ΑΘΗΝΑΙΣ ΞΥΛΟΥΡΓΩΝ Σήμερον Κυριακὴν 15 ἰσταμένου. ΕΥΧΑΡΙΣΤΗΡΙΟΝ ΠΥΡΚΑΓΙΑΣ Ἐκφράζω τὰς ἀπείρους εὐχαριστίας. ΠΡΩΤΟΦΑΝΗΣ ΕΥΚΑΙΡΙΑ ΔΙΑ ΤΟΥΣ ΕΡΓΟΛΑΒΟΥΣ ΚΑΙ ΙΔΙΟΚΤΗΤΑΣ Εἰς τὸ κατάστημα Σιδηροδρόμου. [1456, 150, 1600, 932]
market-row [118, 333, 354, 344]
tropopoiiseis-heading: ΤΡΟΠΟΠΟΙΗΣΕΙΣ ΔΙΑΤΑΞΕΩΝ [136, 1302, 336, 1319]
market-cell: Hellenique [238, 311, 283, 323]
market-cell: 46.— [213, 531, 237, 543]
market-cell: Παρισίων [238, 498, 279, 510]
market-cell: 115.— [325, 388, 353, 400]
market-cell: Ch.sur Londr [238, 443, 294, 455]
protofanis-heading: ΠΡΩΤΟΦΑΝΗΣ ΕΥΚΑΙΡΙΑ [1478, 842, 1578, 874]
market-cell: Λίρα Τουρκίας [238, 476, 298, 488]
epistasis-heading: ΕΠΙΣΤΑΣΙΣ [977, 358, 1079, 381]
thanatos-sub: ΙΔΙΑΙΤΕΡ. ΤΗΛΕΓΡ. ΤΟΥ «ΕΜΠΡΟΣ» [404, 447, 586, 460]
market-row [118, 520, 354, 531]
market-cell: 104.50 [207, 322, 237, 334]
market-cell: Α. Ἐθν. Τραπ. [119, 344, 179, 356]
market-cell: 55.50 [212, 476, 237, 488]
protofanis-sub: ΔΙΑ ΤΟΥΣ ΕΡΓΟΛΑΒΟΥΣ ΚΑΙ ΙΔΙΟΚΤΗΤΑΣ [1465, 875, 1591, 900]
market-cell: Rente [238, 333, 264, 345]
protini-sub: ΑΠΕΤΕΦΡΩΘΗΣΑΝ 4 ΚΑΤΑΣΤΗΜΑΤΑ [1473, 525, 1583, 550]
market-cell: 111.75 [325, 520, 353, 532]
market-note: Διὰ τὸ τέλος τοῦ μηνὸς [180, 268, 292, 281]
market-cell: 21.10 [329, 465, 353, 477]
market-cell: 26.60 [329, 509, 353, 521]
syllogos-sub-2: ΙΔΙΑΙΤΕΡ. ΤΗΛΕΓΡΑΦΗΜΑ ΤΟΥ «ΕΜΠΡΟΣ» [126, 1188, 346, 1201]
poutzias-heading: Ο Κ. ΠΟΥΤΖΙΑΣ [1254, 295, 1358, 312]
column-rule [630, 142, 631, 2152]
prosklisis-heading: ΠΡΟΣΚΛΗΣΙΣ ΤΩΝ ΚΕΡΚΥΡΑΙΩΝ [1166, 531, 1446, 579]
imeromisthoi-heading: ΟΙ ΗΜΕΡΟΜΙΣΘΟΙ [150, 1003, 322, 1026]
market-row [118, 509, 354, 520]
market-cell: Φωσφόρος [119, 300, 167, 312]
market-cell: 3805.— [202, 355, 237, 367]
market-cell: Τραπ. Ἀνατολῆς [119, 366, 188, 378]
market-cell: Τραπ. Κρήτης [119, 399, 179, 411]
market-cell: 302.— [208, 432, 237, 444]
market-cell: ΣΥΝΑΛΛ. [238, 454, 279, 466]
market-cell: 69.75 [329, 377, 353, 389]
ellines-heading: ΟΙ ΕΛΛΗΝΕΣ ΒΟΥΛΕΥΤΑΙ [680, 780, 848, 797]
antiprotasis-heading: ΑΝΤΙΠΡΟΤΑΣΙΣ ΤΗΣ ΑΥΣΤΡΙΑΣ [669, 511, 859, 555]
market-row [118, 421, 354, 432]
poleitai-heading: ΠΩΛΕΙΤΑΙ ΣΦΑΙΡΙΣΤΗΡΙΟΝ [1217, 752, 1395, 769]
pyrkagia-sub: ΙΔΙΑΙΤΕΡΟΝ ΤΗΛΕΓΡ. ΤΟΥ «ΕΜΠΡΟΣ» [396, 330, 594, 343]
market-cell: 99.17 [329, 366, 353, 378]
katadioxeis-heading: ΚΑΤΑΔΙΩΞΕΙΣ ΚΑΙ ΠΝΙΓΜΟΙ [144, 617, 328, 634]
market-cell: 106.25 [323, 498, 353, 510]
market-row [118, 454, 354, 465]
market-cell: Ch. Thessalie [238, 388, 297, 400]
market-row [118, 476, 354, 487]
column-rule [1450, 142, 1451, 2152]
market-cell: 39.50 [329, 333, 353, 345]
magdalini-heading: ΜΑΓΔΑΛΗΝΗ Μ. ΔΕΦΝΕΡ [1166, 355, 1446, 376]
